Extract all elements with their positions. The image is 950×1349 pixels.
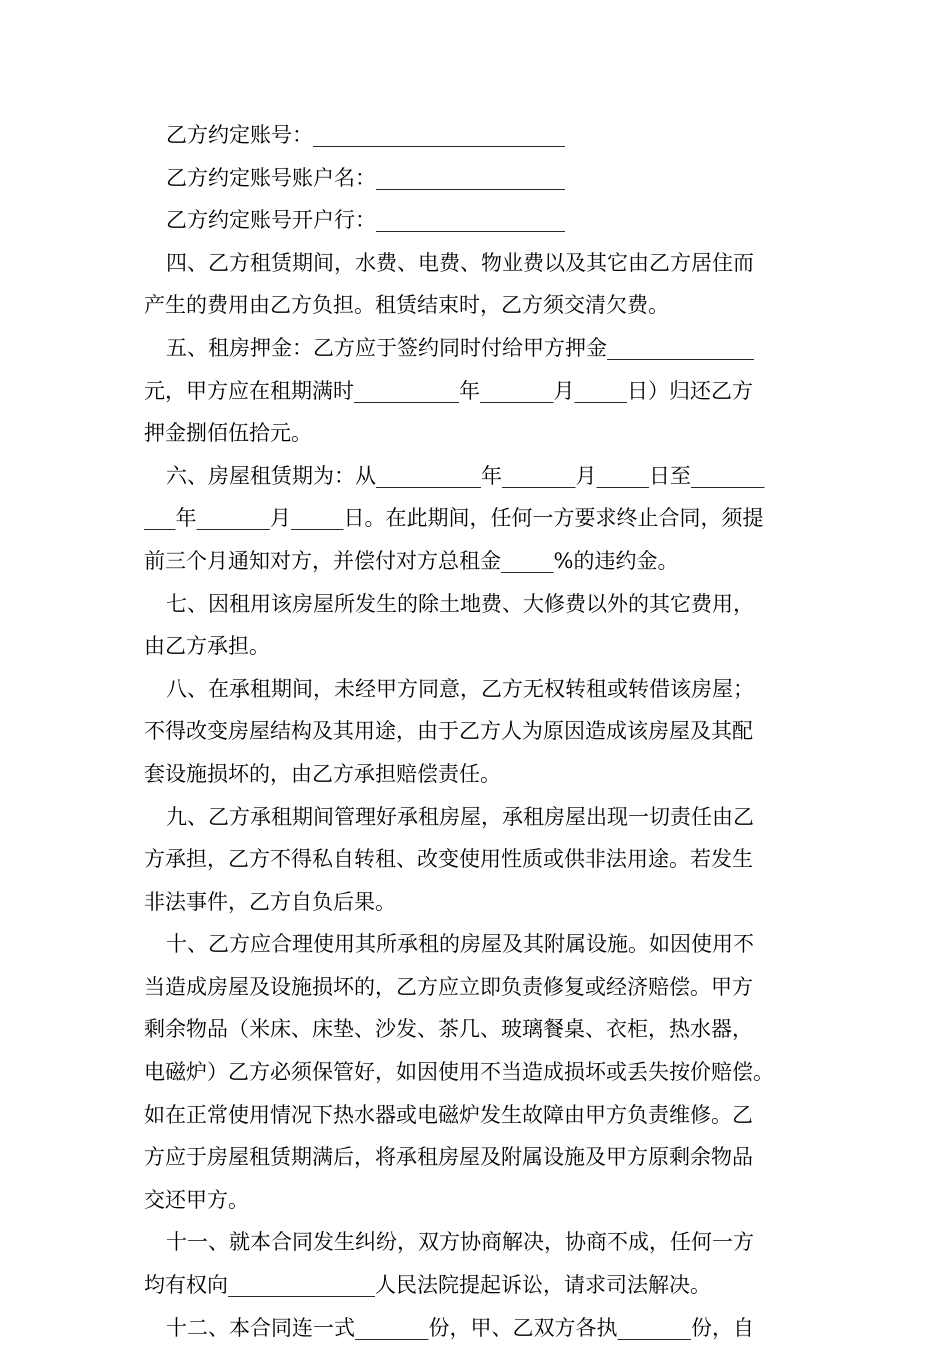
clause-10-line-2: 当造成房屋及设施损坏的，乙方应立即负责修复或经济赔偿。甲方 (144, 974, 753, 999)
clause-9-line-1: 九、乙方承租期间管理好承租房屋，承租房屋出现一切责任由乙 (166, 804, 754, 829)
clause-7-line-2: 由乙方承担。 (144, 634, 270, 659)
clause-11-line-1: 十一、就本合同发生纠纷，双方协商解决，协商不成，任何一方 (166, 1230, 754, 1255)
clause-6-line-3: 前三个月通知对方，并偿付对方总租金_____%的违约金。 (144, 548, 679, 573)
clause-10-line-1: 十、乙方应合理使用其所承租的房屋及其附属设施。如因使用不 (166, 932, 754, 957)
clause-8-line-2: 不得改变房屋结构及其用途，由于乙方人为原因造成该房屋及其配 (144, 719, 753, 744)
clause-12-line-1: 十二、本合同连一式_______份，甲、乙双方各执_______份，自 (166, 1315, 754, 1340)
document-body (144, 114, 824, 1349)
clause-10-line-7: 交还甲方。 (144, 1187, 249, 1212)
account-bank-line: 乙方约定账号开户行：__________________ (166, 208, 565, 233)
clause-4-line-1: 四、乙方租赁期间，水费、电费、物业费以及其它由乙方居住而 (166, 250, 754, 275)
clause-9-line-2: 方承担，乙方不得私自转租、改变使用性质或供非法用途。若发生 (144, 847, 753, 872)
clause-5-line-1: 五、租房押金：乙方应于签约同时付给甲方押金______________ (166, 335, 754, 360)
clause-5-line-3: 押金捌佰伍拾元。 (144, 421, 312, 446)
clause-10-line-3: 剩余物品（米床、床垫、沙发、茶几、玻璃餐桌、衣柜，热水器， (144, 1017, 753, 1042)
account-name-line: 乙方约定账号账户名：__________________ (166, 165, 565, 190)
clause-4-line-2: 产生的费用由乙方负担。租赁结束时，乙方须交清欠费。 (144, 293, 669, 318)
clause-10-line-5: 如在正常使用情况下热水器或电磁炉发生故障由甲方负责维修。乙 (144, 1102, 753, 1127)
account-number-line: 乙方约定账号：________________________ (166, 123, 565, 147)
clause-5-line-2: 元，甲方应在租期满时__________年_______月_____日）归还乙方 (144, 378, 753, 403)
clause-9-line-3: 非法事件，乙方自负后果。 (144, 889, 396, 914)
clause-8-line-3: 套设施损坏的，由乙方承担赔偿责任。 (144, 761, 501, 786)
clause-6-line-1: 六、房屋租赁期为：从__________年_______月_____日至_______ (166, 463, 765, 488)
clause-6-line-2: ___年_______月_____日。在此期间，任何一方要求终止合同，须提 (144, 506, 764, 531)
clause-7-line-1: 七、因租用该房屋所发生的除土地费、大修费以外的其它费用， (166, 591, 754, 616)
clause-11-line-2: 均有权向______________人民法院提起诉讼，请求司法解决。 (144, 1273, 711, 1298)
clause-10-line-4: 电磁炉）乙方必须保管好，如因使用不当造成损坏或丢失按价赔偿。 (144, 1060, 774, 1085)
clause-8-line-1: 八、在承租期间，未经甲方同意，乙方无权转租或转借该房屋； (166, 676, 754, 701)
clause-10-line-6: 方应于房屋租赁期满后，将承租房屋及附属设施及甲方原剩余物品 (144, 1145, 753, 1170)
